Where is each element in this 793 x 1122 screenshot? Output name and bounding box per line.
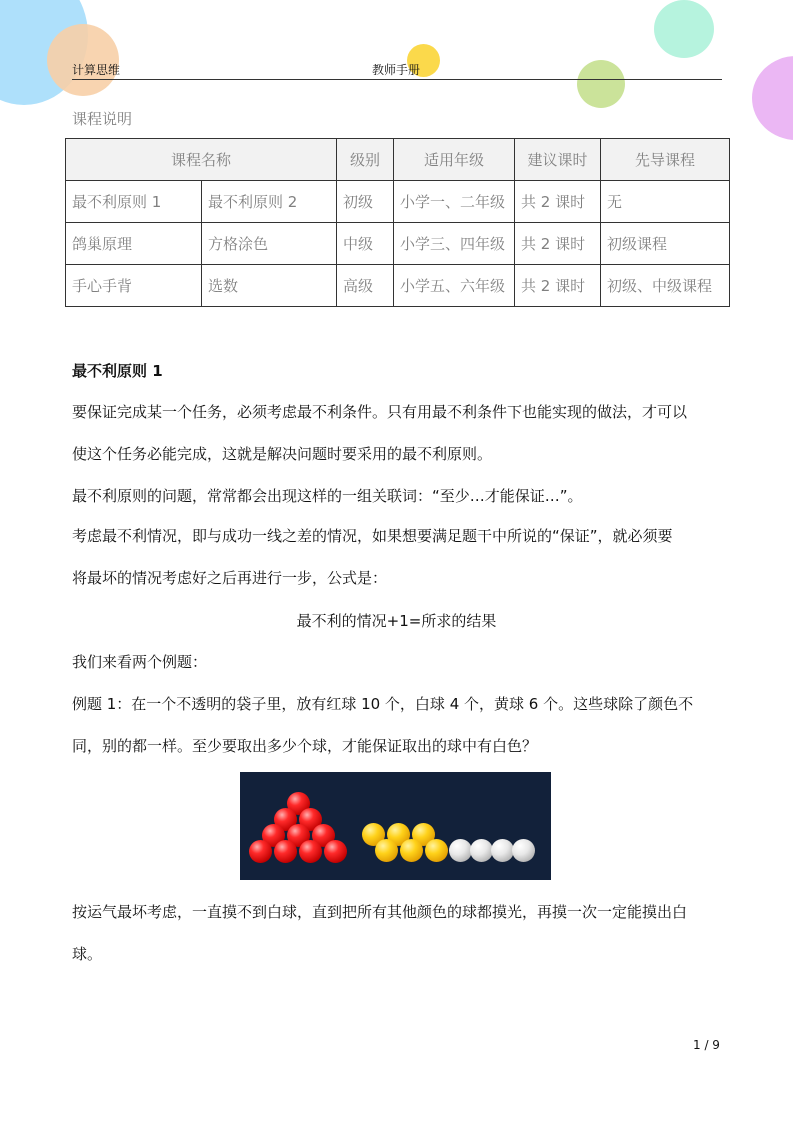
white-ball: [449, 839, 472, 862]
table-header-cell: 建议课时: [515, 139, 601, 181]
table-cell: 初级: [337, 181, 394, 223]
table-header-row: [66, 139, 730, 181]
table-cell: 选数: [202, 265, 337, 307]
table-cell: 共 2 课时: [515, 181, 601, 223]
table-cell: 手心手背: [66, 265, 202, 307]
table-cell: 共 2 课时: [515, 265, 601, 307]
table-header-cell: 课程名称: [66, 139, 337, 181]
table-cell: 无: [601, 181, 730, 223]
decor-circle-peach: [47, 24, 119, 96]
table-cell: 高级: [337, 265, 394, 307]
header-divider: [72, 79, 722, 80]
course-table: [65, 138, 730, 307]
decor-circle-pink: [752, 56, 793, 140]
section-title: 课程说明: [72, 110, 133, 128]
table-cell: 小学一、二年级: [394, 181, 515, 223]
white-ball: [470, 839, 493, 862]
table-header-cell: 级别: [337, 139, 394, 181]
table-cell: 小学五、六年级: [394, 265, 515, 307]
section-heading: 最不利原则 1: [72, 362, 163, 380]
decor-circle-green: [577, 60, 625, 108]
red-ball: [274, 840, 297, 863]
example-line: 例题 1：在一个不透明的袋子里，放有红球 10 个，白球 4 个，黄球 6 个。这些球除了颜色不: [72, 695, 694, 713]
decor-circle-mint: [654, 0, 714, 58]
table-row: [66, 181, 730, 223]
paragraph-line: 我们来看两个例题：: [72, 653, 208, 671]
paragraph-line: 使这个任务必能完成，这就是解决问题时要采用的最不利原则。: [72, 445, 493, 463]
table-cell: 最不利原则 1: [66, 181, 202, 223]
paragraph-line: 将最坏的情况考虑好之后再进行一步，公式是：: [72, 569, 388, 587]
red-ball: [249, 840, 272, 863]
table-cell: 鸽巢原理: [66, 223, 202, 265]
paragraph-line: 最不利原则的问题，常常都会出现这样的一组关联词：“至少…才能保证…”。: [72, 487, 583, 505]
white-ball: [512, 839, 535, 862]
paragraph-line: 要保证完成某一个任务，必须考虑最不利条件。只有用最不利条件下也能实现的做法，才可以: [72, 403, 688, 421]
yellow-ball: [425, 839, 448, 862]
header-left-title: 计算思维: [72, 63, 121, 77]
example-line: 同，别的都一样。至少要取出多少个球，才能保证取出的球中有白色？: [72, 737, 538, 755]
page-number: 1 / 9: [693, 1038, 720, 1052]
yellow-ball: [400, 839, 423, 862]
red-ball: [299, 840, 322, 863]
paragraph-line: 按运气最坏考虑，一直摸不到白球，直到把所有其他颜色的球都摸光，再摸一次一定能摸出白: [72, 903, 688, 921]
table-cell: 方格涂色: [202, 223, 337, 265]
table-row: [66, 265, 730, 307]
table-row: [66, 223, 730, 265]
table-cell: 初级、中级课程: [601, 265, 730, 307]
table-cell: 中级: [337, 223, 394, 265]
paragraph-line: 考虑最不利情况，即与成功一线之差的情况，如果想要满足题干中所说的“保证”，就必须要: [72, 527, 673, 545]
table-cell: 最不利原则 2: [202, 181, 337, 223]
table-header-cell: 先导课程: [601, 139, 730, 181]
header-center-title: 教师手册: [372, 63, 421, 77]
table-cell: 小学三、四年级: [394, 223, 515, 265]
yellow-ball: [375, 839, 398, 862]
white-ball: [491, 839, 514, 862]
table-cell: 共 2 课时: [515, 223, 601, 265]
table-cell: 初级课程: [601, 223, 730, 265]
paragraph-line: 球。: [72, 945, 103, 963]
colored-balls-illustration: [240, 772, 551, 880]
table-header-cell: 适用年级: [394, 139, 515, 181]
red-ball: [324, 840, 347, 863]
formula: 最不利的情况+1=所求的结果: [296, 612, 497, 630]
